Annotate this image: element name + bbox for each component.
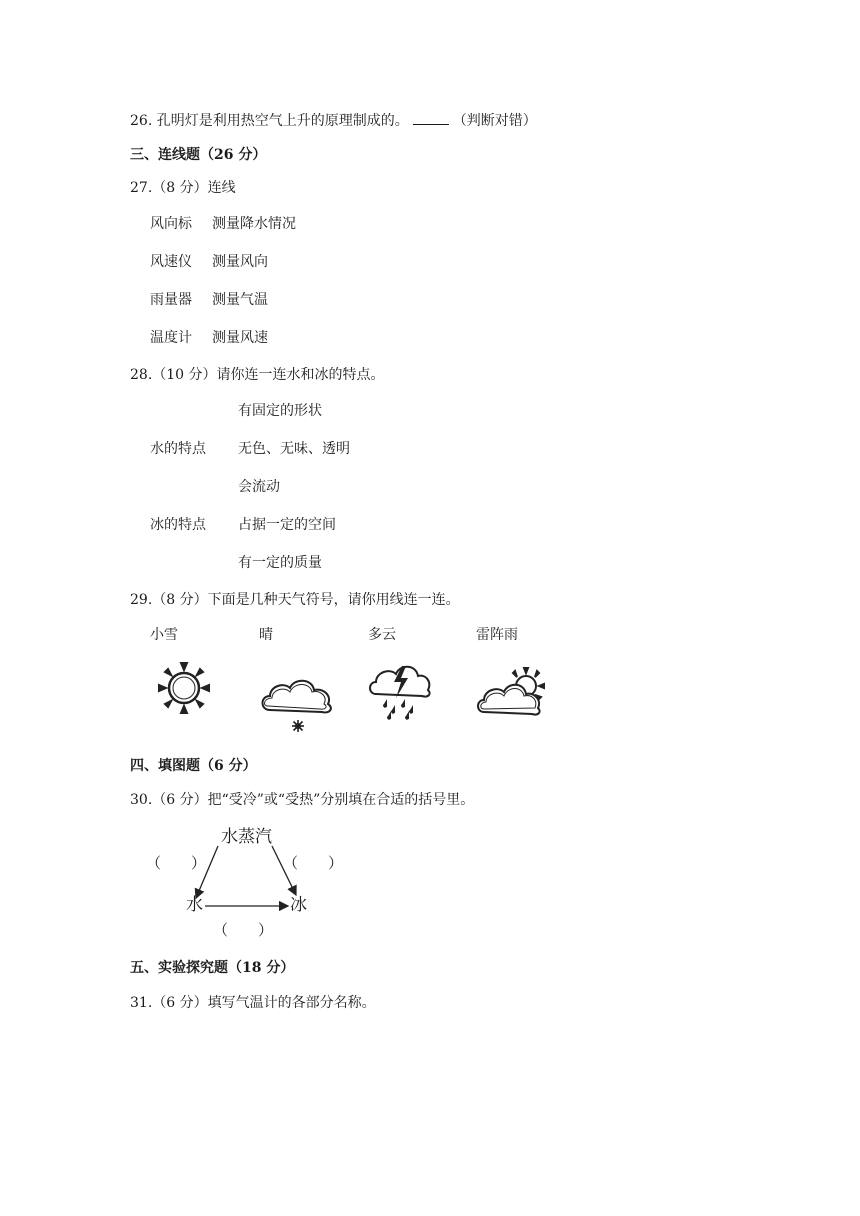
question-suffix: （判断对错） bbox=[452, 113, 537, 129]
matching-left-item[interactable]: 冰的特点 bbox=[150, 517, 206, 533]
question-number: 26. bbox=[130, 113, 153, 129]
matching-left-item[interactable]: 温度计 bbox=[150, 330, 192, 346]
question-29-header: 29.（8 分）下面是几种天气符号，请你用线连一连。 bbox=[130, 592, 460, 608]
weather-label[interactable]: 多云 bbox=[368, 627, 396, 643]
weather-label[interactable]: 雷阵雨 bbox=[476, 627, 518, 643]
section-title: 三、连线题（26 分） bbox=[130, 147, 267, 163]
arrow-steam-to-water bbox=[196, 846, 218, 898]
matching-right-item[interactable]: 占据一定的空间 bbox=[238, 517, 336, 533]
matching-right-item[interactable]: 有固定的形状 bbox=[238, 403, 322, 419]
matching-left-item[interactable]: 风向标 bbox=[150, 216, 192, 232]
matching-right-item[interactable]: 无色、无味、透明 bbox=[238, 441, 350, 457]
question-text: 孔明灯是利用热空气上升的原理制成的。 bbox=[156, 113, 409, 129]
matching-right-item[interactable]: 测量气温 bbox=[212, 292, 268, 308]
diagram-node-steam: 水蒸汽 bbox=[221, 827, 272, 847]
matching-right-item[interactable]: 测量风速 bbox=[212, 330, 268, 346]
weather-label[interactable]: 晴 bbox=[259, 627, 273, 643]
matching-right-item[interactable]: 有一定的质量 bbox=[238, 555, 322, 571]
answer-bracket-bottom[interactable]: （ ） bbox=[213, 921, 274, 939]
question-30-header: 30.（6 分）把“受冷”或“受热”分别填在合适的括号里。 bbox=[130, 792, 475, 808]
arrow-steam-to-ice bbox=[272, 846, 296, 895]
answer-bracket-left[interactable]: （ ） bbox=[146, 854, 207, 872]
diagram-node-water: 水 bbox=[186, 895, 203, 915]
section-title: 四、填图题（6 分） bbox=[130, 758, 257, 774]
matching-right-item[interactable]: 测量降水情况 bbox=[212, 216, 296, 232]
question-31-header: 31.（6 分）填写气温计的各部分名称。 bbox=[130, 995, 376, 1011]
matching-right-item[interactable]: 会流动 bbox=[238, 479, 280, 495]
diagram-node-ice: 冰 bbox=[290, 895, 307, 915]
section-title: 五、实验探究题（18 分） bbox=[130, 960, 295, 976]
matching-right-item[interactable]: 测量风向 bbox=[212, 254, 268, 270]
question-28-header: 28.（10 分）请你连一连水和冰的特点。 bbox=[130, 367, 385, 383]
matching-left-item[interactable]: 水的特点 bbox=[150, 441, 206, 457]
matching-left-item[interactable]: 风速仪 bbox=[150, 254, 192, 270]
matching-left-item[interactable]: 雨量器 bbox=[150, 292, 192, 308]
question-27-header: 27.（8 分）连线 bbox=[130, 180, 236, 196]
answer-bracket-right[interactable]: （ ） bbox=[283, 854, 344, 872]
weather-label[interactable]: 小雪 bbox=[150, 627, 178, 643]
